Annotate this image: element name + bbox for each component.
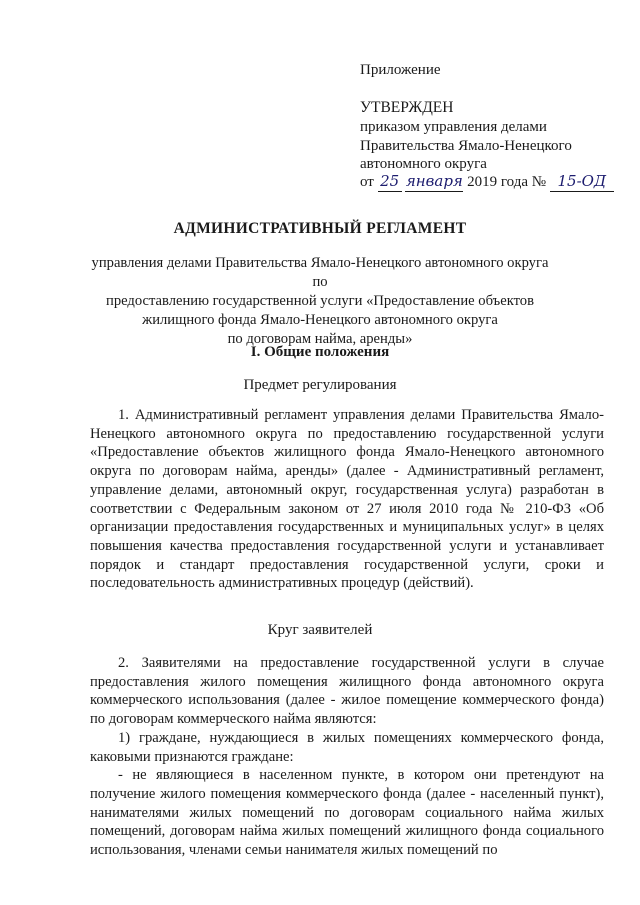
applicants-heading: Круг заявителей (267, 622, 373, 638)
date-month-handwritten: января (405, 172, 463, 192)
order-line-1: приказом управления делами (360, 119, 547, 135)
paragraph-2 (90, 654, 604, 860)
order-date-line (360, 172, 614, 192)
paragraph-2-item-1-sub: - не являющиеся в населенном пункте, в котором они претендуют на получение жилого помещения коммерческого фонда (далее - населенный пункт), нанимателями жилых помещений по договорам социального найма жилых помещений, договорам найма жилых помещений жилищного фонда социального использования, членами семьи нанимателя жилых помещений по (90, 767, 604, 859)
paragraph-2-text: 2. Заявителями на предоставление государственной услуги в случае предоставления жилого помещения жилищного фонда автономного округа коммерческого использования (далее - жилое помещение коммерческого фонда) по договорам коммерческого найма являются: (90, 655, 604, 728)
section-heading: I. Общие положения (250, 344, 390, 360)
date-day-handwritten: 25 (378, 172, 402, 192)
appendix-label: Приложение (360, 62, 441, 78)
subtitle-line: по договорам найма, аренды» (227, 331, 413, 347)
paragraph-1 (90, 406, 604, 593)
subtitle-line: жилищного фонда Ямало-Ненецкого автономного округа (142, 312, 498, 328)
order-line-2: Правительства Ямало-Ненецкого (360, 138, 572, 154)
subject-heading: Предмет регулирования (243, 377, 397, 393)
document-subtitle (90, 254, 550, 349)
document-title: АДМИНИСТРАТИВНЫЙ РЕГЛАМЕНТ (173, 220, 467, 237)
subtitle-line: управления делами Правительства Ямало-Ненецкого автономного округа по (91, 255, 549, 290)
subtitle-line: предоставлению государственной услуги «Предоставление объектов (106, 293, 534, 309)
order-number-handwritten: 15-ОД (550, 172, 614, 192)
approved-label: УТВЕРЖДЕН (360, 99, 454, 116)
order-line-3: автономного округа (360, 156, 487, 172)
paragraph-2-item-1: 1) граждане, нуждающиеся в жилых помещениях коммерческого фонда, каковыми признаются граждане: (90, 729, 604, 765)
date-prefix: от (360, 174, 374, 190)
paragraph-1-text: 1. Административный регламент управления делами Правительства Ямало-Ненецкого автономного округа по предоставлению государственной услуги «Предоставление объектов жилищного фонда Ямало-Ненецкого автономного округа по договорам найма, аренды» (далее - Административный регламент, управление делами, автономный округ, государственная услуга) разработан в соответствии с Федеральным законом от 27 июля 2010 года № 210-ФЗ «Об организации предоставления государственных и муниципальных услуг» в целях повышения качества предоставления государственной услуги и устанавливает порядок и стандарт предоставления государственной услуги, сроки и последовательность административных процедур (действий). (90, 407, 604, 592)
date-suffix: 2019 года № (467, 174, 547, 190)
